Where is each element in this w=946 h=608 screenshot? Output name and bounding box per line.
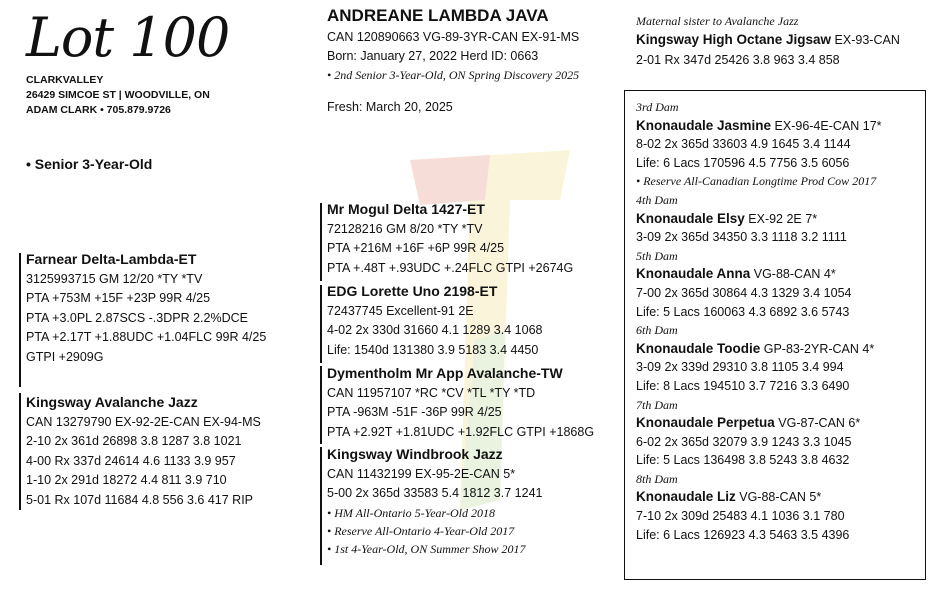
dd-line: 5-00 2x 365d 33583 5.4 1812 3.7 1241 — [327, 486, 543, 500]
dam-record: Life: 6 Lacs 126923 4.3 5463 3.5 4396 — [636, 527, 850, 542]
dam-record: Life: 8 Lacs 194510 3.7 7216 3.3 6490 — [636, 378, 850, 393]
dam-name: Knonaudale Jasmine — [636, 117, 772, 133]
sd-name: EDG Lorette Uno 2198-ET — [327, 283, 498, 299]
dam-record: Life: 6 Lacs 170596 4.5 7756 3.5 6056 — [636, 155, 850, 170]
lot-number: Lot 100 — [26, 6, 230, 69]
ds-block — [327, 364, 594, 442]
ds-line: PTA -963M -51F -36P 99R 4/25 — [327, 405, 502, 419]
dam-record: 7-10 2x 309d 25483 4.1 1036 3.1 780 — [636, 509, 845, 524]
dd-award: • 1st 4-Year-Old, ON Summer Show 2017 — [327, 541, 526, 556]
dam-class: EX-96-4E-CAN 17* — [774, 118, 882, 133]
dam-bracket — [19, 393, 21, 510]
dam-class: VG-88-CAN 5* — [739, 490, 822, 505]
consignor-farm: CLARKVALLEY — [26, 74, 104, 86]
dam-name: Knonaudale Anna — [636, 266, 751, 282]
dam-record: 7-00 2x 365d 30864 4.3 1329 3.4 1054 — [636, 285, 852, 300]
sire-name: Farnear Delta-Lambda-ET — [26, 251, 197, 267]
dam-name: Knonaudale Liz — [636, 489, 736, 505]
dam-line: CAN 13279790 EX-92-2E-CAN EX-94-MS — [26, 414, 261, 429]
dd-award: • HM All-Ontario 5-Year-Old 2018 — [327, 505, 495, 520]
cow-reg: CAN 120890663 VG-89-3YR-CAN EX-91-MS — [327, 30, 580, 44]
maternal-sister-caption: Maternal sister to Avalanche Jazz — [636, 14, 799, 28]
dam-label: 3rd Dam — [636, 100, 679, 114]
dam-class: VG-87-CAN 6* — [778, 416, 861, 431]
ds-line: PTA +2.92T +1.81UDC +1.92FLC GTPI +1868G — [327, 424, 595, 439]
dd-block — [327, 445, 542, 558]
consignor-contact: ADAM CLARK • 705.879.9726 — [26, 104, 171, 116]
dam-label: 4th Dam — [636, 192, 678, 207]
dam-line: 2-10 2x 361d 26898 3.8 1287 3.8 1021 — [26, 434, 242, 448]
dam-record: 6-02 2x 365d 32079 3.9 1243 3.3 1045 — [636, 434, 852, 449]
cow-block — [327, 6, 579, 118]
sd-line: 72437745 Excellent-91 2E — [327, 303, 474, 318]
dam-line: 1-10 2x 291d 18272 4.4 811 3.9 710 — [26, 473, 227, 487]
dam-class: EX-92 2E 7* — [748, 211, 818, 226]
dam-label: 7th Dam — [636, 397, 678, 412]
maternal-sister-record: 2-01 Rx 347d 25426 3.8 963 3.4 858 — [636, 52, 840, 67]
sd-bracket — [320, 285, 322, 363]
ds-bracket — [320, 366, 322, 444]
ss-block — [327, 200, 573, 278]
cow-name: ANDREANE LAMBDA JAVA — [327, 6, 549, 25]
cow-born: Born: January 27, 2022 Herd ID: 0663 — [327, 49, 539, 63]
consignor-address: 26429 SIMCOE ST | WOODVILLE, ON — [26, 89, 210, 101]
maternal-sister-name: Kingsway High Octane Jigsaw — [636, 32, 832, 47]
dam-record: Life: 5 Lacs 136498 3.8 5243 3.8 4632 — [636, 453, 850, 468]
dam-note: • Reserve All-Canadian Longtime Prod Cow 2017 — [636, 174, 877, 189]
dam-block — [26, 393, 261, 510]
dam-name: Kingsway Avalanche Jazz — [26, 394, 198, 410]
ss-line: PTA +216M +16F +6P 99R 4/25 — [327, 241, 505, 255]
dam-class: GP-83-2YR-CAN 4* — [763, 341, 875, 356]
dam-record: 3-09 2x 339d 29310 3.8 1105 3.4 994 — [636, 360, 844, 375]
dam-class: VG-88-CAN 4* — [753, 267, 836, 282]
extended-dams — [636, 98, 882, 544]
dam-record: 3-09 2x 365d 34350 3.3 1118 3.2 1111 — [636, 230, 847, 245]
consignor-block — [26, 73, 210, 118]
dd-award: • Reserve All-Ontario 4-Year-Old 2017 — [327, 523, 515, 538]
sire-bracket — [19, 253, 21, 387]
sire-line: PTA +3.0PL 2.87SCS -.3DPR 2.2%DCE — [26, 310, 248, 325]
dd-bracket — [320, 447, 322, 565]
sd-line: Life: 1540d 131380 3.9 5183 3.4 4450 — [327, 342, 539, 357]
category: • Senior 3-Year-Old — [26, 156, 153, 172]
sd-line: 4-02 2x 330d 31660 4.1 1289 3.4 1068 — [327, 323, 543, 337]
dam-label: 8th Dam — [636, 471, 678, 486]
dd-line: CAN 11432199 EX-95-2E-CAN 5* — [327, 466, 516, 481]
dd-name: Kingsway Windbrook Jazz — [327, 446, 503, 462]
ss-line: 72128216 GM 8/20 *TY *TV — [327, 221, 483, 236]
ss-bracket — [320, 203, 322, 281]
dam-name: Knonaudale Toodie — [636, 340, 761, 356]
sire-line: GTPI +2909G — [26, 349, 104, 364]
sire-line: PTA +753M +15F +23P 99R 4/25 — [26, 291, 211, 305]
dam-record: Life: 5 Lacs 160063 4.3 6892 3.6 5743 — [636, 304, 850, 319]
sd-block — [327, 282, 542, 360]
dam-record: 8-02 2x 365d 33603 4.9 1645 3.4 1144 — [636, 137, 851, 152]
ds-line: CAN 11957107 *RC *CV *TL *TY *TD — [327, 385, 536, 400]
sire-line: PTA +2.17T +1.88UDC +1.04FLC 99R 4/25 — [26, 330, 267, 344]
cow-fresh: Fresh: March 20, 2025 — [327, 100, 453, 114]
dam-name: Knonaudale Elsy — [636, 210, 745, 226]
dam-label: 5th Dam — [636, 248, 678, 263]
ds-name: Dymentholm Mr App Avalanche-TW — [327, 365, 563, 381]
maternal-sister-class: EX-93-CAN — [834, 33, 900, 47]
sire-block — [26, 250, 266, 367]
dam-line: 4-00 Rx 337d 24614 4.6 1133 3.9 957 — [26, 453, 236, 468]
cow-award: • 2nd Senior 3-Year-Old, ON Spring Discovery 2025 — [327, 68, 580, 82]
ss-name: Mr Mogul Delta 1427-ET — [327, 201, 485, 217]
dam-label: 6th Dam — [636, 323, 678, 338]
dam-line: 5-01 Rx 107d 11684 4.8 556 3.6 417 RIP — [26, 492, 254, 507]
maternal-sister-block — [636, 12, 900, 70]
sire-line: 3125993715 GM 12/20 *TY *TV — [26, 271, 203, 286]
dam-name: Knonaudale Perpetua — [636, 415, 775, 431]
ss-line: PTA +.48T +.93UDC +.24FLC GTPI +2674G — [327, 260, 574, 275]
